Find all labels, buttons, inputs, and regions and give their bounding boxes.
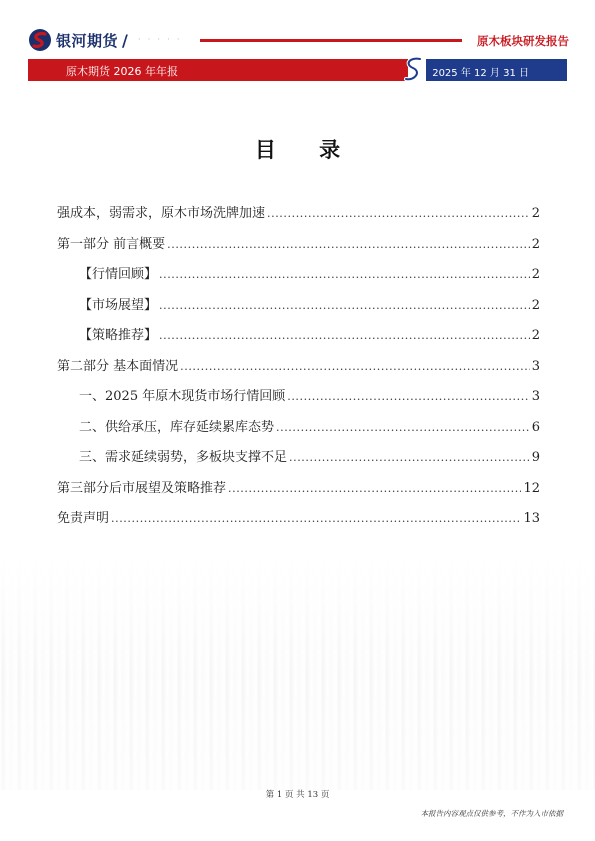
toc-entry-page: 9 xyxy=(531,450,540,465)
toc-entry-page: 2 xyxy=(531,267,540,282)
toc-entry-label: 强成本，弱需求，原木市场洗牌加速 xyxy=(57,206,266,221)
toc-entry-label: 【市场展望】 xyxy=(79,297,158,313)
company-logo xyxy=(28,28,182,52)
report-date: 2025 年 12 月 31 日 xyxy=(432,68,529,79)
toc-entry-label: 二、供给承压，库存延续累库态势 xyxy=(79,419,275,435)
toc-leader-dots xyxy=(228,482,521,495)
toc-leader-dots xyxy=(159,329,530,342)
table-of-contents xyxy=(57,202,540,538)
toc-leader-dots xyxy=(159,299,530,312)
toc-leader-dots xyxy=(180,360,530,373)
toc-entry-page: 2 xyxy=(531,297,540,313)
toc-entry-page: 6 xyxy=(531,419,540,435)
toc-entry-label: 三、需求延续弱势，多板块支撑不足 xyxy=(79,450,288,465)
toc-leader-dots xyxy=(111,512,521,525)
header-rule xyxy=(200,39,462,42)
toc-entry-label: 第二部分 基本面情况 xyxy=(57,358,179,374)
toc-entry-page: 3 xyxy=(531,389,540,404)
toc-leader-dots xyxy=(267,207,530,220)
toc-entry-page: 13 xyxy=(523,511,540,526)
toc-leader-dots xyxy=(276,421,530,434)
report-header xyxy=(0,0,595,90)
toc-entry[interactable] xyxy=(57,263,540,294)
galaxy-logo-icon xyxy=(28,28,52,52)
header-band xyxy=(28,59,567,81)
toc-entry[interactable] xyxy=(57,233,540,264)
toc-entry-label: 第三部分后市展望及策略推荐 xyxy=(57,480,227,496)
toc-entry[interactable] xyxy=(57,507,540,538)
toc-entry-label: 第一部分 前言概要 xyxy=(57,236,166,252)
toc-entry-page: 2 xyxy=(531,236,540,252)
toc-entry-label: 【行情回顾】 xyxy=(79,267,158,282)
toc-entry[interactable] xyxy=(57,324,540,355)
logo-text: 银河期货 xyxy=(56,31,119,50)
toc-entry[interactable] xyxy=(57,416,540,447)
toc-entry[interactable] xyxy=(57,355,540,386)
toc-entry-page: 2 xyxy=(531,328,540,343)
report-type: 原木板块研发报告 xyxy=(477,34,569,48)
toc-leader-dots xyxy=(159,268,530,281)
toc-entry-label: 免责声明 xyxy=(57,511,110,526)
toc-entry[interactable] xyxy=(57,477,540,508)
toc-entry[interactable] xyxy=(57,294,540,325)
s-swoosh-icon xyxy=(398,53,430,85)
toc-entry[interactable] xyxy=(57,202,540,233)
toc-entry[interactable] xyxy=(57,446,540,477)
toc-entry-label: 【策略推荐】 xyxy=(79,328,158,343)
toc-leader-dots xyxy=(289,451,530,464)
toc-entry[interactable] xyxy=(57,385,540,416)
logo-subtext: · · · · · xyxy=(137,35,182,45)
toc-entry-page: 2 xyxy=(531,206,540,221)
toc-entry-page: 3 xyxy=(531,358,540,374)
toc-leader-dots xyxy=(287,390,530,403)
logo-slash: / xyxy=(122,30,128,50)
report-title: 原木期货 2026 年年报 xyxy=(66,65,178,78)
background-decoration xyxy=(0,560,595,790)
toc-leader-dots xyxy=(167,238,530,251)
toc-entry-label: 一、2025 年原木现货市场行情回顾 xyxy=(79,389,286,404)
toc-entry-page: 12 xyxy=(523,480,540,496)
footer-disclaimer: 本报告内容观点仅供参考，不作为入市依据 xyxy=(420,809,563,818)
page-number: 第 1 页 共 13 页 xyxy=(265,790,330,800)
toc-title: 目 录 xyxy=(254,138,359,162)
